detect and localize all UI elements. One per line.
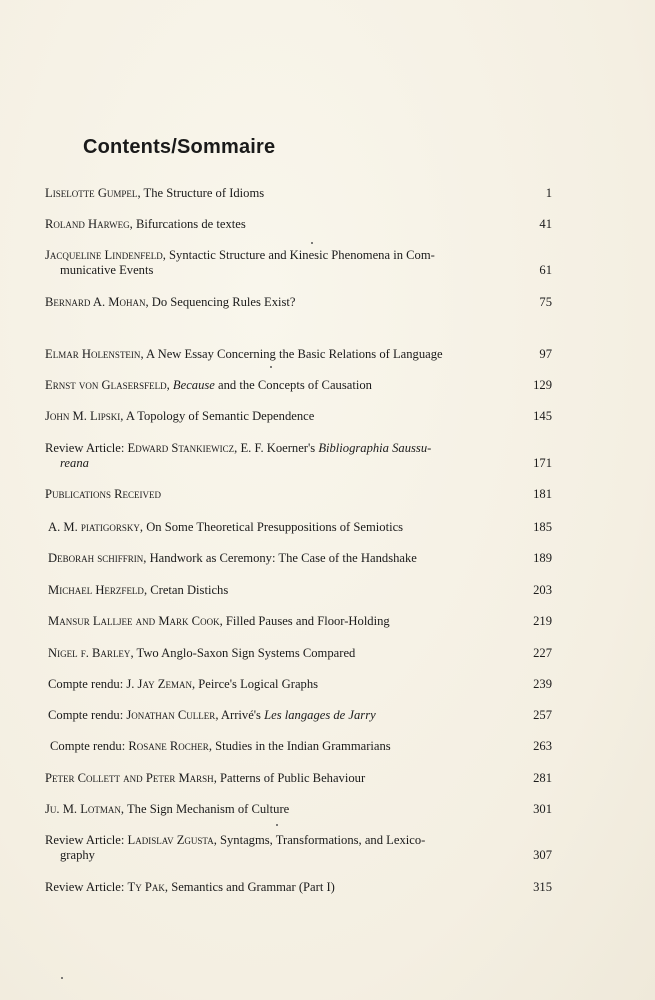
entry-line bbox=[45, 770, 515, 786]
entry-separator: , bbox=[213, 833, 220, 847]
entry-page-number: 301 bbox=[533, 802, 552, 816]
entry-line bbox=[45, 377, 515, 393]
entry-separator: , bbox=[208, 739, 216, 753]
paper-speck bbox=[270, 366, 272, 368]
entry-line bbox=[45, 294, 515, 310]
entry-author: Elmar Holenstein bbox=[45, 347, 141, 361]
entry-separator: , bbox=[191, 677, 199, 691]
entry-author: Deborah schiffrin bbox=[48, 551, 144, 565]
entry-title: Peirce's Logical Graphs bbox=[198, 677, 319, 691]
entry-continuation bbox=[60, 847, 500, 863]
entry-prefix: Compte rendu: bbox=[48, 677, 127, 691]
entry-title: E. F. Koerner's bbox=[240, 441, 319, 455]
entry-page-number: 281 bbox=[533, 771, 552, 785]
entry-line bbox=[45, 185, 515, 201]
entry-title-continued: municative Events bbox=[60, 263, 154, 277]
entry-line bbox=[45, 801, 515, 817]
entry-page-number: 203 bbox=[533, 583, 552, 597]
entry-title: The Sign Mechanism of Culture bbox=[126, 802, 290, 816]
entry-page-number: 61 bbox=[539, 263, 552, 277]
entry-page-number: 227 bbox=[533, 646, 552, 660]
entry-prefix: Compte rendu: bbox=[48, 708, 127, 722]
entry-separator: , bbox=[140, 347, 147, 361]
entry-title: The Structure of Idioms bbox=[143, 186, 265, 200]
entry-separator: , bbox=[143, 583, 151, 597]
entry-line bbox=[45, 247, 515, 263]
entry-author: Ty Pak bbox=[127, 880, 165, 894]
entry-title: Bifurcations de textes bbox=[135, 217, 246, 231]
entry-page-number: 97 bbox=[539, 347, 552, 361]
entry-line bbox=[45, 440, 515, 456]
entry-title: Semantics and Grammar (Part I) bbox=[171, 880, 335, 894]
entry-title-italic: Because bbox=[172, 378, 215, 392]
entry-line bbox=[48, 676, 518, 692]
entry-line bbox=[48, 582, 518, 598]
entry-separator: , bbox=[120, 409, 126, 423]
entry-page-number: 257 bbox=[533, 708, 552, 722]
entry-separator: , bbox=[162, 248, 170, 262]
entry-author: Nigel f. Barley bbox=[48, 646, 131, 660]
entry-author: Bernard A. Mohan bbox=[45, 295, 146, 309]
entry-line bbox=[45, 832, 515, 848]
entry-line bbox=[45, 216, 515, 232]
entry-separator: , bbox=[215, 708, 221, 722]
entry-separator: , bbox=[139, 520, 147, 534]
entry-page-number: 189 bbox=[533, 551, 552, 565]
entry-page-number: 171 bbox=[533, 456, 552, 470]
entry-line bbox=[48, 613, 518, 629]
entry-author: Liselotte Gumpel bbox=[45, 186, 138, 200]
entry-author: Ernst von Glasersfeld bbox=[45, 378, 167, 392]
entry-title: Filled Pauses and Floor-Holding bbox=[225, 614, 390, 628]
entry-author: Ju. M. Lotman bbox=[45, 802, 121, 816]
entry-title: Arrivé's bbox=[220, 708, 265, 722]
entry-author: Jonathan Culler bbox=[126, 708, 216, 722]
entry-title-continued: graphy bbox=[60, 848, 95, 862]
entry-line bbox=[48, 550, 518, 566]
entry-line bbox=[48, 645, 518, 661]
entry-author: Publications Received bbox=[45, 487, 162, 501]
entry-prefix: Review Article: bbox=[45, 441, 128, 455]
entry-author: Edward Stankiewicz bbox=[127, 441, 235, 455]
entry-prefix: Review Article: bbox=[45, 880, 128, 894]
entry-separator: , bbox=[120, 802, 127, 816]
entry-page-number: 181 bbox=[533, 487, 552, 501]
entry-separator: , bbox=[166, 378, 173, 392]
entry-title: Syntagms, Transformations, and Lexico- bbox=[220, 833, 426, 847]
entry-line bbox=[45, 408, 515, 424]
entry-title-italic: Les langages de Jarry bbox=[264, 708, 376, 722]
entry-page-number: 219 bbox=[533, 614, 552, 628]
entry-title: Handwork as Ceremony: The Case of the Handshake bbox=[149, 551, 417, 565]
entry-page-number: 41 bbox=[539, 217, 552, 231]
entry-line bbox=[48, 519, 518, 535]
entry-separator: , bbox=[219, 614, 226, 628]
entry-page-number: 75 bbox=[539, 295, 552, 309]
entry-line bbox=[50, 738, 520, 754]
entry-title: Do Sequencing Rules Exist? bbox=[151, 295, 296, 309]
entry-page-number: 263 bbox=[533, 739, 552, 753]
entry-title: On Some Theoretical Presuppositions of Semiotics bbox=[146, 520, 404, 534]
entry-prefix: Review Article: bbox=[45, 833, 128, 847]
entry-separator: , bbox=[234, 441, 241, 455]
entry-title: Studies in the Indian Grammarians bbox=[215, 739, 391, 753]
entry-line bbox=[48, 707, 518, 723]
entry-line bbox=[45, 879, 515, 895]
entry-title: A New Essay Concerning the Basic Relations of Language bbox=[146, 347, 443, 361]
entry-continuation bbox=[60, 455, 500, 471]
paper-speck bbox=[311, 242, 313, 244]
entry-continuation bbox=[60, 262, 500, 278]
entry-page-number: 315 bbox=[533, 880, 552, 894]
entry-author: John M. Lipski bbox=[45, 409, 121, 423]
entry-page-number: 145 bbox=[533, 409, 552, 423]
entry-page-number: 239 bbox=[533, 677, 552, 691]
entry-separator: , bbox=[143, 551, 150, 565]
entry-title-continued-italic: reana bbox=[60, 456, 89, 470]
entry-title: Patterns of Public Behaviour bbox=[219, 771, 366, 785]
entry-title: A Topology of Semantic Dependence bbox=[125, 409, 315, 423]
entry-separator: , bbox=[164, 880, 172, 894]
entry-line bbox=[45, 346, 515, 362]
entry-author: Jacqueline Lindenfeld bbox=[45, 248, 163, 262]
entry-page-number: 185 bbox=[533, 520, 552, 534]
entry-author: Michael Herzfeld bbox=[48, 583, 144, 597]
entry-title: and the Concepts of Causation bbox=[214, 378, 372, 392]
paper-speck bbox=[61, 977, 63, 979]
entry-author: J. Jay Zeman bbox=[126, 677, 192, 691]
entry-separator: , bbox=[213, 771, 220, 785]
entry-line bbox=[45, 486, 515, 502]
entry-page-number: 307 bbox=[533, 848, 552, 862]
entry-author: Mansur Lalljee and Mark Cook bbox=[48, 614, 220, 628]
entry-separator: , bbox=[137, 186, 144, 200]
entry-separator: , bbox=[145, 295, 152, 309]
entry-title: Cretan Distichs bbox=[150, 583, 229, 597]
entry-author: Roland Harweg bbox=[45, 217, 130, 231]
entry-title-italic: Bibliographia Saussu- bbox=[318, 441, 432, 455]
entry-title: Syntactic Structure and Kinesic Phenomena in Com- bbox=[169, 248, 435, 262]
entry-title: Two Anglo-Saxon Sign Systems Compared bbox=[136, 646, 356, 660]
entry-author: A. M. piatigorsky bbox=[48, 520, 140, 534]
entry-author: Peter Collett and Peter Marsh bbox=[45, 771, 214, 785]
entry-page-number: 1 bbox=[545, 186, 552, 200]
paper-speck bbox=[276, 824, 278, 826]
entry-prefix: Compte rendu: bbox=[50, 739, 129, 753]
entry-author: Ladislav Zgusta bbox=[127, 833, 214, 847]
entry-author: Rosane Rocher bbox=[128, 739, 209, 753]
entry-separator: , bbox=[130, 646, 137, 660]
entry-separator: , bbox=[129, 217, 136, 231]
page-title: Contents/Sommaire bbox=[83, 136, 276, 158]
entry-page-number: 129 bbox=[533, 378, 552, 392]
